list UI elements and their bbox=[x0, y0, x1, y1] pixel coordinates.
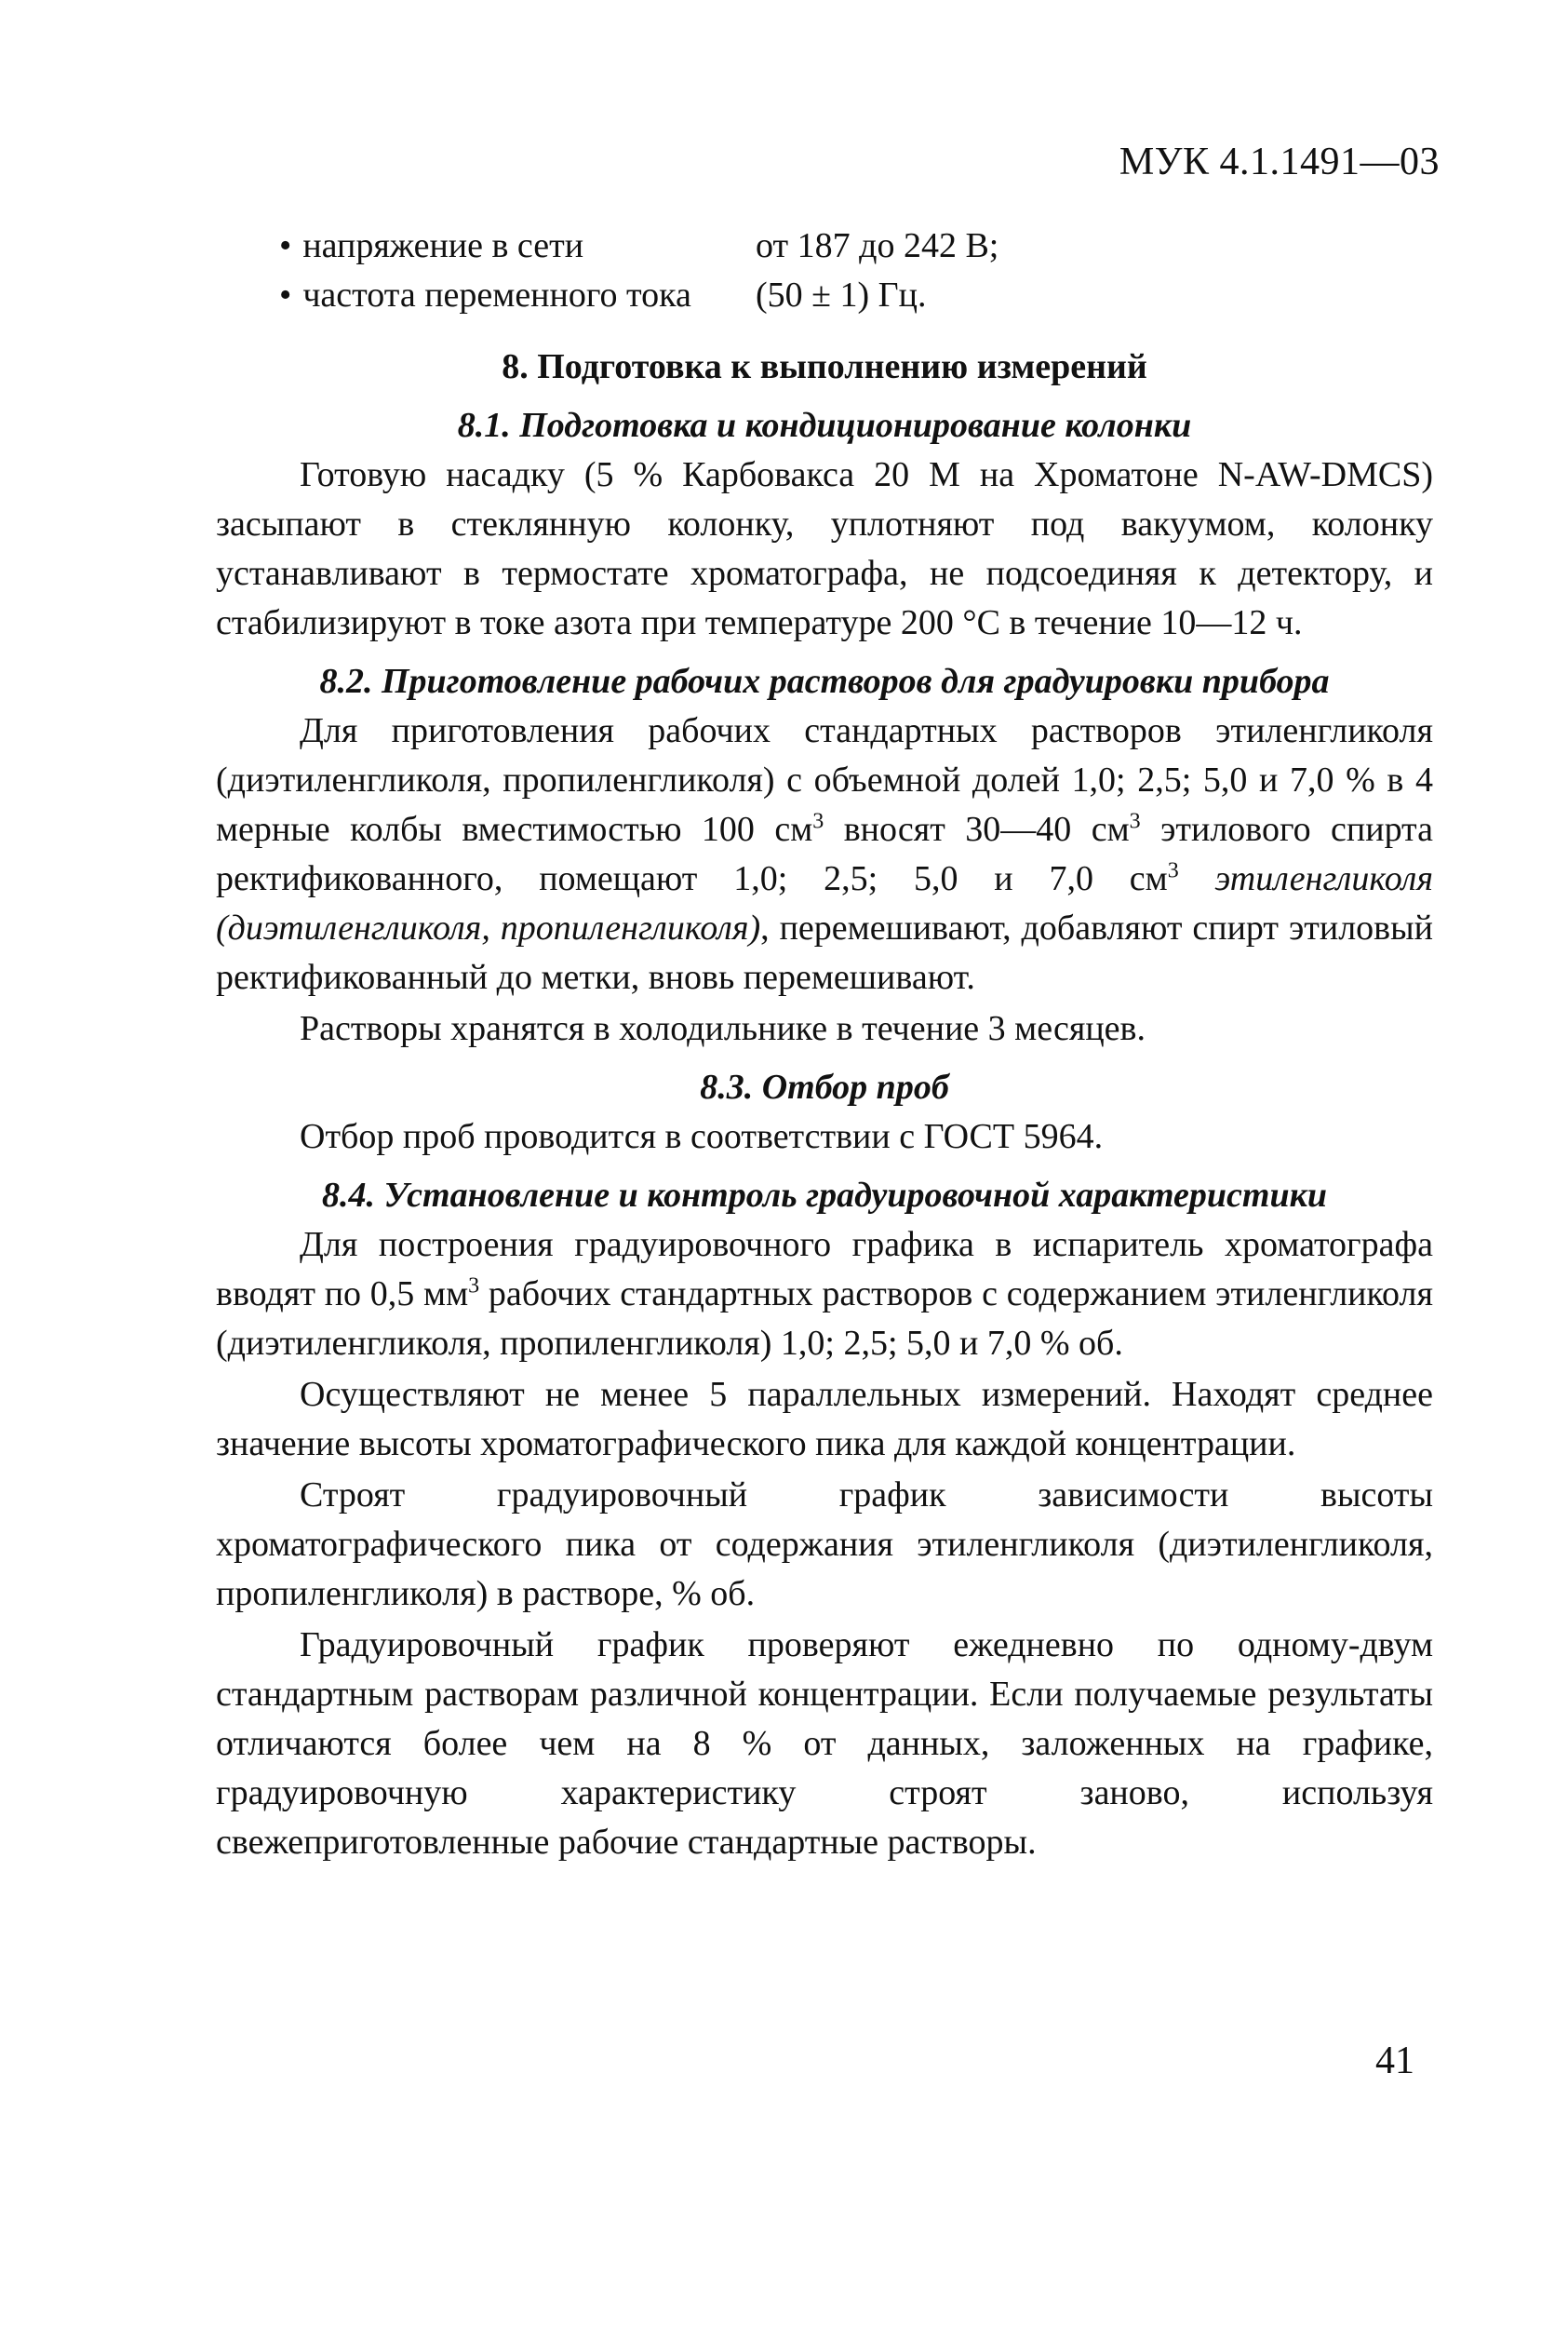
section-8-2-heading: 8.2. Приготовление рабочих растворов для градуировки прибора bbox=[319, 662, 1330, 701]
text-run: , перемешивают, добавляют спирт этиловый ректификованный до метки, вновь перемешивают. bbox=[216, 909, 1433, 997]
italic-text-run: этиленгликоля (диэтиленгликоля, пропиленгликоля) bbox=[216, 859, 1433, 948]
text-run: Для приготовления рабочих стандартных растворов этиленгликоля (диэтиленгликоля, пропиленгликоля) с объемной долей 1,0; 2,5; 5,0 и 7,0 % в 4 мерные колбы вместимостью 100 см bbox=[216, 711, 1433, 849]
section-8-3-heading: 8.3. Отбор проб bbox=[700, 1068, 949, 1107]
section-8-1-heading: 8.1. Подготовка и кондиционирование колонки bbox=[457, 406, 1192, 445]
text-run: Для построения градуировочного графика в испаритель хроматографа вводят по 0,5 мм bbox=[216, 1225, 1433, 1313]
section-8-4-paragraph-3: Строят градуировочный график зависимости высоты хроматографического пика от содержания этиленгликоля (диэтиленгликоля, пропиленгликоля) в растворе, % об. bbox=[216, 1475, 1433, 1613]
section-8-4-paragraph-1 bbox=[216, 1220, 1433, 1368]
superscript-3: 3 bbox=[1129, 809, 1141, 834]
section-8-2-paragraph-1 bbox=[216, 707, 1433, 1003]
text-run: рабочих стандартных растворов с содержанием этиленгликоля (диэтиленгликоля, пропиленгликоля) 1,0; 2,5; 5,0 и 7,0 % об. bbox=[216, 1274, 1433, 1363]
section-8-4-paragraph-4: Градуировочный график проверяют ежедневно по одному-двум стандартным растворам различной концентрации. Если получаемые результаты отличаются более чем на 8 % от данных, заложенных на графике, градуировочную характеристику строят заново, используя свежеприготовленные рабочие стандартные растворы. bbox=[216, 1625, 1433, 1862]
spec-voltage bbox=[279, 222, 1433, 271]
page-content bbox=[216, 222, 1433, 1869]
spec-voltage-label: • напряжение в сети bbox=[279, 222, 756, 271]
document-code: МУК 4.1.1491—03 bbox=[1119, 141, 1440, 183]
power-spec-list bbox=[279, 222, 1433, 320]
text-run: вносят 30—40 см bbox=[824, 810, 1130, 849]
superscript-3: 3 bbox=[468, 1273, 480, 1299]
text-run: этилового спирта ректификованного, помещают 1,0; 2,5; 5,0 и 7,0 см bbox=[216, 810, 1433, 898]
section-8-heading: 8. Подготовка к выполнению измерений bbox=[502, 347, 1147, 386]
section-8-4-paragraph-2: Осуществляют не менее 5 параллельных измерений. Находят среднее значение высоты хроматографического пика для каждой концентрации. bbox=[216, 1375, 1433, 1463]
spec-frequency-value: (50 ± 1) Гц. bbox=[756, 276, 927, 315]
section-8-1-paragraph: Готовую насадку (5 % Карбовакса 20 М на Хроматоне N-AW-DMCS) засыпают в стеклянную колонку, уплотняют под вакуумом, колонку устанавливают в термостате хроматографа, не подсоединяя к детектору, и стабилизируют в токе азота при температуре 200 °С в течение 10—12 ч. bbox=[216, 455, 1433, 642]
section-8-4-heading: 8.4. Установление и контроль градуировочной характеристики bbox=[322, 1176, 1327, 1215]
spec-voltage-value: от 187 до 242 В; bbox=[756, 226, 999, 265]
section-8-3-paragraph: Отбор проб проводится в соответствии с ГОСТ 5964. bbox=[300, 1117, 1104, 1156]
spec-frequency-label: • частота переменного тока bbox=[279, 271, 756, 320]
page-number: 41 bbox=[1375, 2040, 1414, 2082]
spec-frequency bbox=[279, 271, 1433, 320]
superscript-3: 3 bbox=[812, 809, 824, 834]
superscript-3: 3 bbox=[1167, 858, 1179, 883]
section-8-2-paragraph-2: Растворы хранятся в холодильнике в течение 3 месяцев. bbox=[300, 1009, 1146, 1048]
